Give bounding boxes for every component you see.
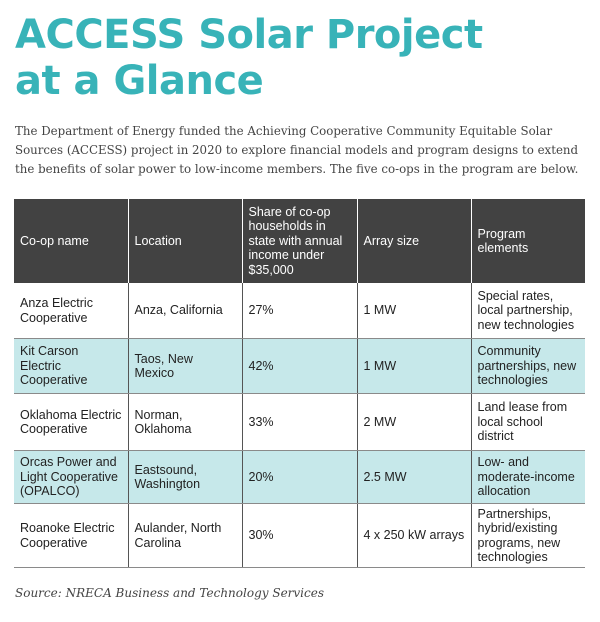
cell-income-share: 42% [242,339,357,394]
header-co-op-name: Co-op name [14,199,128,283]
table-row [14,504,585,568]
table-row [14,339,585,394]
intro-paragraph: The Department of Energy funded the Achieving Cooperative Community Equitable Solar Sources (ACCESS) project in 2020 to explore financial models and program designs to extend the benefits of solar power to low-income members. The five co-ops in the program are below. [15,124,579,176]
header-array-size: Array size [357,199,471,283]
cell-income-share: 33% [242,394,357,451]
cell-co-op-name: Kit Carson Electric Cooperative [14,339,128,394]
table-row [14,394,585,451]
table-header-row [14,199,585,283]
cell-income-share: 20% [242,451,357,504]
page-title [15,12,585,104]
cell-program-elements: Community partnerships, new technologies [471,339,585,394]
cell-array-size: 1 MW [357,283,471,339]
cell-co-op-name: Roanoke Electric Cooperative [14,504,128,568]
cell-co-op-name: Orcas Power and Light Cooperative (OPALCO) [14,451,128,504]
source-note: Source: NRECA Business and Technology Services [15,586,324,600]
table-row [14,283,585,339]
cell-program-elements: Partnerships, hybrid/existing programs, new technologies [471,504,585,568]
cell-income-share: 27% [242,283,357,339]
cell-array-size: 4 x 250 kW arrays [357,504,471,568]
co-op-table [14,199,585,568]
page-title-line-2: at a Glance [15,58,264,104]
cell-co-op-name: Oklahoma Electric Cooperative [14,394,128,451]
cell-income-share: 30% [242,504,357,568]
cell-program-elements: Land lease from local school district [471,394,585,451]
cell-program-elements: Low- and moderate-income allocation [471,451,585,504]
page-title-line-1: ACCESS Solar Project [15,12,483,58]
table-row [14,451,585,504]
cell-location: Anza, California [128,283,242,339]
header-program-elements: Program elements [471,199,585,283]
cell-location: Aulander, North Carolina [128,504,242,568]
cell-array-size: 2.5 MW [357,451,471,504]
cell-location: Taos, New Mexico [128,339,242,394]
cell-array-size: 1 MW [357,339,471,394]
cell-location: Eastsound, Washington [128,451,242,504]
cell-program-elements: Special rates, local partnership, new technologies [471,283,585,339]
header-location: Location [128,199,242,283]
cell-array-size: 2 MW [357,394,471,451]
cell-co-op-name: Anza Electric Cooperative [14,283,128,339]
cell-location: Norman, Oklahoma [128,394,242,451]
header-income-share: Share of co-op households in state with annual income under $35,000 [242,199,357,283]
